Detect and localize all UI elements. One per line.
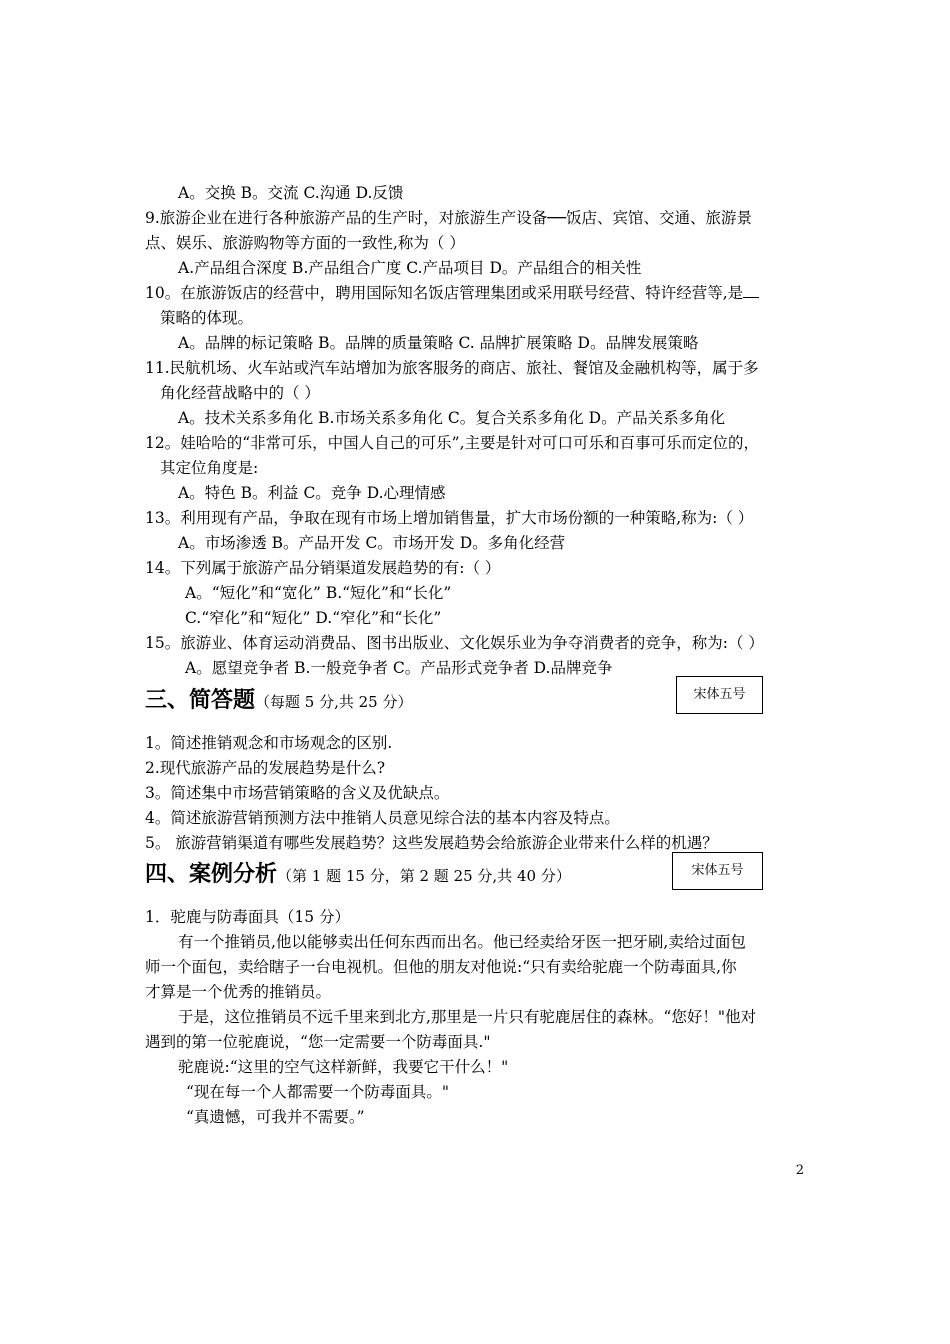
mc-question-line: 角化经营战略中的（ ） xyxy=(160,384,320,402)
mc-option-line: A。“短化”和“宽化” B.“短化”和“长化” xyxy=(185,584,452,602)
case-paragraph-line: 于是，这位推销员不远千里来到北方,那里是一片只有驼鹿居住的森林。“您好！"他对 xyxy=(178,1008,756,1026)
mc-question-line: 13。利用现有产品，争取在现有市场上增加销售量，扩大市场份额的一种策略,称为:（ ） xyxy=(145,509,754,527)
font-note-box: 宋体五号 xyxy=(672,852,763,890)
font-note-box: 宋体五号 xyxy=(676,676,763,714)
mc-option-line: A。品牌的标记策略 B。品牌的质量策略 C. 品牌扩展策略 D。品牌发展策略 xyxy=(178,334,699,352)
case-paragraph-line: 有一个推销员,他以能够卖出任何东西而出名。他已经卖给牙医一把牙刷,卖给过面包 xyxy=(178,933,746,951)
short-answer-item: 4。简述旅游营销预测方法中推销人员意见综合法的基本内容及特点。 xyxy=(145,809,620,827)
mc-option-line: A。交换 B。交流 C.沟通 D.反馈 xyxy=(178,184,404,202)
case-title: 1．驼鹿与防毒面具（15 分） xyxy=(145,908,351,926)
short-answer-item: 2.现代旅游产品的发展趋势是什么? xyxy=(145,759,386,777)
section-score-note: （第 1 题 15 分，第 2 题 25 分,共 40 分） xyxy=(277,867,571,885)
page-number: 2 xyxy=(795,1163,804,1178)
mc-option-line: A。技术关系多角化 B.市场关系多角化 C。复合关系多角化 D。产品关系多角化 xyxy=(178,409,726,427)
case-paragraph-line: “现在每一个人都需要一个防毒面具。" xyxy=(186,1083,450,1101)
mc-question-line: 点、娱乐、旅游购物等方面的一致性,称为（ ） xyxy=(145,234,465,252)
mc-question-line: 14。下列属于旅游产品分销渠道发展趋势的有:（ ） xyxy=(145,559,501,577)
case-paragraph-line: “真遗憾，可我并不需要。” xyxy=(186,1108,365,1126)
mc-question-line: 9.旅游企业在进行各种旅游产品的生产时，对旅游生产设备──饭店、宾馆、交通、旅游景 xyxy=(145,209,752,227)
case-paragraph-line: 遇到的第一位驼鹿说，“您一定需要一个防毒面具." xyxy=(145,1033,491,1051)
section-heading xyxy=(145,687,413,716)
case-paragraph-line: 驼鹿说:“这里的空气这样新鲜，我要它干什么！" xyxy=(178,1058,509,1076)
mc-question-text: 10。在旅游饭店的经营中，聘用国际知名饭店管理集团或采用联号经营、特许经营等,是 xyxy=(145,284,744,302)
mc-question-line: 其定位角度是: xyxy=(160,459,259,477)
case-paragraph-line: 才算是一个优秀的推销员。 xyxy=(145,983,332,1001)
mc-option-line: A.产品组合深度 B.产品组合广度 C.产品项目 D。产品组合的相关性 xyxy=(178,259,642,277)
fill-blank xyxy=(743,283,759,298)
section-title: 三、简答题 xyxy=(145,688,256,713)
mc-option-line: A。愿望竞争者 B.一般竞争者 C。产品形式竞争者 D.品牌竞争 xyxy=(185,659,613,677)
mc-option-line: A。特色 B。利益 C。竞争 D.心理情感 xyxy=(178,484,446,502)
short-answer-item: 3。简述集中市场营销策略的含义及优缺点。 xyxy=(145,784,450,802)
mc-option-line: C.“窄化”和“短化” D.“窄化”和“长化” xyxy=(185,609,442,627)
section-title: 四、案例分析 xyxy=(145,862,278,887)
case-paragraph-line: 师一个面包，卖给瞎子一台电视机。但他的朋友对他说:“只有卖给驼鹿一个防毒面具,你 xyxy=(145,958,737,976)
mc-option-line: A。市场渗透 B。产品开发 C。市场开发 D。多角化经营 xyxy=(178,534,566,552)
mc-question-line xyxy=(145,283,759,303)
short-answer-item: 5。 旅游营销渠道有哪些发展趋势？这些发展趋势会给旅游企业带来什么样的机遇？ xyxy=(145,834,718,852)
mc-question-line: 策略的体现。 xyxy=(160,309,254,327)
mc-question-line: 15。旅游业、体育运动消费品、图书出版业、文化娱乐业为争夺消费者的竞争，称为:（ ） xyxy=(145,634,764,652)
section-score-note: （每题 5 分,共 25 分） xyxy=(255,693,413,711)
section-heading xyxy=(145,861,571,890)
short-answer-item: 1。简述推销观念和市场观念的区别. xyxy=(145,734,393,752)
mc-question-line: 12。娃哈哈的“非常可乐，中国人自己的可乐”,主要是针对可口可乐和百事可乐而定位的， xyxy=(145,434,760,452)
mc-question-line: 11.民航机场、火车站或汽车站增加为旅客服务的商店、旅社、餐馆及金融机构等，属于多 xyxy=(145,359,759,377)
